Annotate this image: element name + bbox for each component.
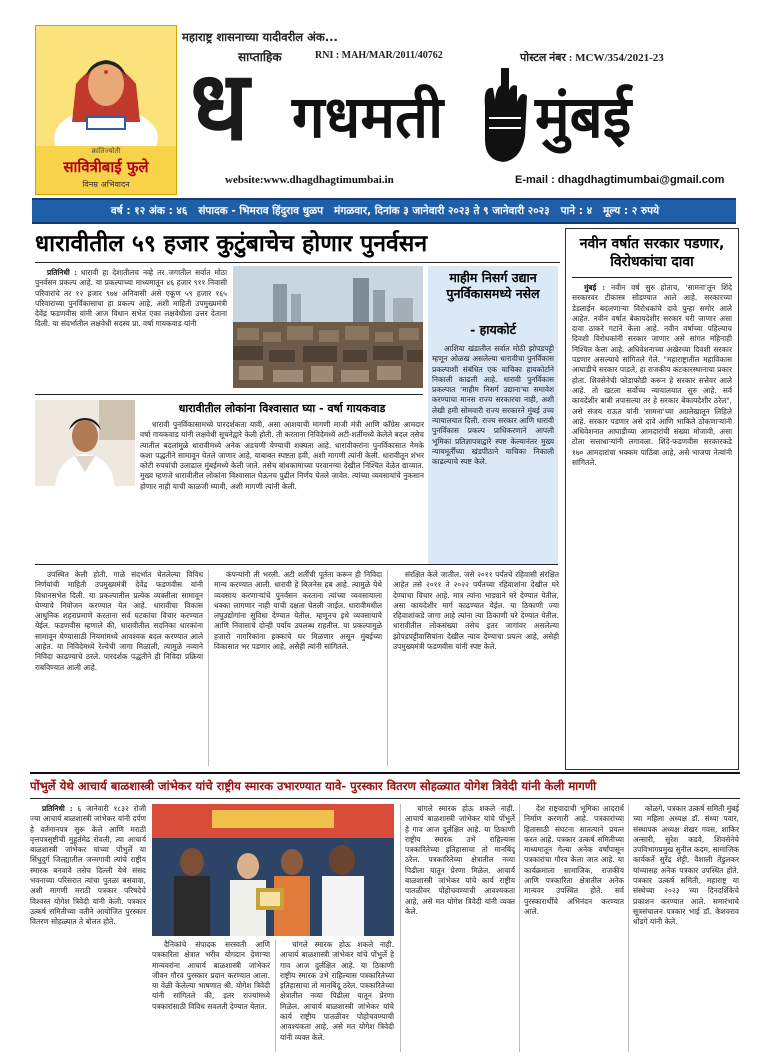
right-story-dateline: मुंबई :	[584, 283, 606, 292]
varsha-gaikwad-photo	[35, 400, 135, 486]
bottom-column-4	[524, 804, 624, 1052]
substory-bottom-rule	[35, 564, 558, 565]
newspaper-title-city: मुंबई	[535, 83, 632, 151]
lead-column-1-text: उपस्थित केली होती. गाळे संदर्भात घेतलेल्या विविध निर्णयांची माहिती उपमुख्यमंत्री देवेंद्र फडणवीस यांनी विधानसभेत दिली. या प्रकल्पातील प्रत्येक व्यक्तीला सामावून घेण्याचे नियोजन करण्यात येत आहे. धारावीचा विकास आधुनिक शहराप्रमाणे करताना सर्व घटकांचा विचार करण्यात येईल. फडणवीस म्हणाले की, धारावीतील सदनिका धारकांना सामावून घेण्यासाठी नियमांमध्ये आवश्यक बदल करण्यात आले आहेत. या निविदेमध्ये रेल्वेची जागा मिळाली, त्यामुळे नव्याने निविदा काढण्याचे ठरले. पारदर्शक पद्धतीने ही निविदा प्रक्रिया राबविण्यात आली आहे.	[35, 570, 203, 672]
award-photo-illustration	[152, 804, 394, 936]
substory-top-rule	[35, 394, 423, 395]
dharavi-photo	[233, 266, 423, 388]
bottom-top-rule	[30, 772, 740, 774]
bottom-column-3	[405, 804, 515, 1052]
issue-info-text: वर्ष : १२ अंक : ४६ संपादक - भिमराव हिंदुराव धुळप मंगळवार, दिनांक ३ जानेवारी २०२३ ते ९ जानेवारी २०२३ पाने : ४ मूल्य : २ रुपये	[110, 205, 660, 217]
portrait-illustration	[36, 26, 176, 146]
right-story-body	[572, 283, 732, 763]
bottom-column-5	[633, 804, 739, 1052]
sidebar-body-text: आशिया खंडातील सर्वात मोठी झोपडपट्टी म्हणून ओळख असलेल्या धारावीचा पुनर्विकास प्रकल्पाशी संबंधित एक याचिका हायकोर्टाने निकाली काढली आहे. धारावी पुनर्विकास प्रकल्पात 'माहीम निसर्ग उद्याना'चा समावेश करण्याचा मानस राज्य सरकारचा नाही, अशी लेखी हमी सोमवारी राज्य सरकारने मुंबई उच्च न्यायालयात दिली. राज्य सरकार आणि धारावी पुनर्विकास प्रकल्प प्राधिकरणाने आपली भूमिका प्रतिज्ञापत्राद्वारे स्पष्ट केल्यानंतर मुख्य न्यायमूर्तींच्या खंडपीठाने याचिका निकाली काढल्याचे स्पष्ट केले.	[432, 344, 554, 467]
bottom-column-1	[30, 804, 146, 1052]
lead-column-3	[393, 570, 559, 766]
lead-headline: धारावीतील ५९ हजार कुटुंबाचेच होणार पुनर्वसन	[35, 231, 428, 257]
right-story-rule	[572, 277, 732, 278]
bottom-column-2b-text: चांगले स्मारक होऊ शकले नाही. आचार्य बाळशास्त्री जांभेकर यांचे पोंभुर्ले हे गाव आज दुर्लक्षित आहे. या ठिकाणी राष्ट्रीय स्मारक उभे राहिल्यास पत्रकारितेच्या इतिहासाचा तो मानबिंदू ठरेल. पत्रकारितेच्या क्षेत्रातील नव्या पिढीला यातून प्रेरणा मिळेल. आचार्य बाळशास्त्री जांभेकर यांचे कार्य राष्ट्रीय पातळीवर पोहोचवण्याची आवश्यकता आहे, असे मत योगेश त्रिवेदी यांनी व्यक्त केले.	[280, 940, 394, 1042]
award-photo-body-text: दैनिकांचे संपादक सरस्वती आणि पत्रकारिता क्षेत्रात भरीव योगदान देणाऱ्या मान्यवरांना आचार्य बाळशास्त्री जांभेकर जीवन गौरव पुरस्कार प्रदान करण्यात आला. या वेळी केलेल्या भाषणात श्री. योगेश त्रिवेदी यांनी सांगितले की, इतर राज्यांमध्ये पत्रकारांसाठी विविध सवलती देण्यात येतात.	[152, 940, 270, 1011]
logo-glyph: ध	[190, 50, 250, 162]
lead-divider-2	[387, 570, 388, 766]
portrait-tribute: विनम्र अभिवादन	[82, 180, 130, 189]
website-url[interactable]: website:www.dhagdhagtimumbai.in	[225, 174, 394, 186]
issue-info-bar	[32, 198, 736, 224]
top-line: महाराष्ट्र शासनाच्या यादीवरील अंक...	[182, 30, 338, 44]
sidebar-body	[432, 344, 554, 560]
bottom-column-1-text: ६ जानेवारी १८३२ रोजी ज्या आचार्य बाळशास्त्री जांभेकर यांनी दर्पण हे वर्तमानपत्र सुरू केले आणि मराठी वृत्तपत्रसृष्टीची मुहूर्तमेढ रोवली, त्या आचार्य बाळशास्त्री जांभेकर यांच्या पोंभुर्ले या सिंधुदुर्ग जिल्ह्यातील जन्मगावी त्यांचे राष्ट्रीय स्मारक बनवावे तसेच दिल्ली येथे संसद भवनाच्या परिसरात त्यांचा पुतळा बसवावा, अशी मागणी मराठी पत्रकार परिषदेचे विश्वस्त योगेश त्रिवेदी यांनी केली. पत्रकार उत्कर्ष समितीच्या वतीने आयोजित पुरस्कार वितरण सोहळ्यात ते बोलत होते.	[30, 804, 146, 927]
bottom-column-3-text: चांगले स्मारक होऊ शकले नाही. आचार्य बाळशास्त्री जांभेकर यांचे पोंभुर्ले हे गाव आज दुर्लक्षित आहे. या ठिकाणी राष्ट्रीय स्मारक उभे राहिल्यास पत्रकारितेच्या इतिहासाचा तो मानबिंदू ठरेल. पत्रकारितेच्या क्षेत्रातील नव्या पिढीला यातून प्रेरणा मिळेल. आचार्य बाळशास्त्री जांभेकर यांचे कार्य राष्ट्रीय पातळीवर पोहोचवण्याची आवश्यकता आहे, असे मत योगेश त्रिवेदी यांनी व्यक्त केले.	[405, 804, 515, 916]
lead-headline-rule	[35, 262, 560, 263]
portrait-photo-illustration	[35, 400, 135, 486]
substory-body-text: धारावी पुनर्विकासामध्ये पारदर्शकता यावी, असा आशयाची मागणी माजी मंत्री आणि काँग्रेस आमदार वर्षा गायकवाड यांनी लक्षवेधी सूचनेद्वारे केली होती. ती करताना निविदेमध्ये अटी-शर्तीमध्ये केलेले बदल तसेच त्यातील बदलांमुळे धारावीमध्ये अनेक अडचणी येण्याची शक्यता आहे. धारावीकरांना पुनर्विकासात नेमके कशा पद्धतीने सामावून घेतले जाणार आहे, याबाबत स्पष्टता हवी, अशी मागणी त्यांनी केली. धारावीतून शंभर कोटी रुपयांची उलाढाल मुंबईमध्ये केली जाते. तसेच बांधकामाच्या परवानग्या देखील निश्चित वेळेत द्याव्यात. मुख्य म्हणजे धारावीतील लोकांना विश्वासात घेऊनच पुढील निर्णय घेतले जावेत. त्यांच्या व्यवसायांचे नुकसान होणार नाही याची काळजी घ्यावी, अशी मागणी त्यांनी केली.	[140, 420, 424, 491]
sidebar-story-box	[428, 266, 558, 564]
lead-column-2	[214, 570, 382, 766]
bottom-divider-1	[400, 804, 401, 1052]
bottom-divider-a	[275, 940, 276, 1052]
email-address[interactable]: E-mail : dhagdhagtimumbai@gmail.com	[515, 174, 725, 186]
frequency-label: साप्ताहिक	[238, 50, 282, 64]
bottom-byline: प्रतिनिधी :	[42, 804, 73, 813]
newspaper-title: गधमती	[292, 83, 444, 151]
savitribai-portrait-panel	[35, 25, 177, 195]
bottom-column-5-text: कोळगे, पत्रकार उत्कर्ष समिती मुंबई च्या महिला अध्यक्ष डॉ. संध्या पवार, संस्थापक अध्यक्ष शेखर गवस, शाकिर अन्सारी, सुरेश कडवे, शिवसेनेचे उपविभागप्रमुख सुनील कदम, सामाजिक कार्यकर्ते सुरेंद्र शेट्टी, वैशाली तेंडुलकर यांच्यासह अनेक पत्रकार उपस्थित होते. पत्रकार उत्कर्ष समिती, महाराष्ट्र या संस्थेच्या २०२३ च्या दिनदर्शिकेचे प्रकाशन करण्यात आले. समारंभाचे सूत्रसंचालन पत्रकार भाई डॉ. केशवराव धोंडगे यांनी केले.	[633, 804, 739, 927]
bottom-divider-3	[628, 804, 629, 1052]
sidebar-headline: माहीम निसर्ग उद्यान पुनर्विकासमध्ये नसेल	[446, 270, 540, 301]
right-story-headline: नवीन वर्षात सरकार पडणार, विरोधकांचा दावा	[579, 236, 725, 270]
masthead	[0, 0, 770, 196]
rni-number: RNI : MAH/MAR/2011/40762	[315, 50, 443, 61]
lead-column-1	[35, 570, 203, 766]
bottom-column-4-text: देश राष्ट्रवादाची भूमिका आदरार्थ निर्माण करणारी आहे. पत्रकारांच्या हितासाठी संघटना सातत्याने प्रयत्न करत आहे. पत्रकार उत्कर्ष समितीच्या माध्यमातून गेल्या अनेक वर्षांपासून पत्रकारांचा गौरव केला जात आहे. या कार्यक्रमाला सामाजिक, राजकीय आणि पत्रकारिता क्षेत्रातील अनेक मान्यवर उपस्थित होते. सर्व पुरस्कारार्थींचे अभिनंदन करण्यात आले.	[524, 804, 624, 916]
postal-number: पोस्टल नंबर : MCW/354/2021-23	[520, 52, 664, 64]
lead-divider-1	[208, 570, 209, 766]
award-photo-body	[152, 940, 270, 1052]
dharavi-photo-illustration	[233, 266, 423, 388]
lead-intro	[35, 268, 227, 386]
bottom-headline-rule	[30, 798, 740, 799]
portrait-name: सावित्रीबाई फुले	[63, 158, 149, 176]
portrait-caption-small: क्रांतिज्योती	[91, 147, 121, 155]
award-ceremony-photo	[152, 804, 394, 936]
lead-intro-text: धारावी हा देशातीलच नव्हे तर जगातील सर्वात मोठा पुनर्वसन प्रकल्प आहे. या प्रकल्पाच्या माध्यमातून ४६ हजार ९११ निवासी परिवारांचे तर १२ हजार ९७४ अनिवासी असे एकूण ५९ हजार १६५ परिवाराच्या पुनर्विकासाचा हा प्रकल्प आहे, अशी माहिती उपमुख्यमंत्री देवेंद्र फडणवीस यांनी आज विधान सभेत एका लक्षवेधीला उत्तर देताना दिली. या संदर्भातील लक्षवेधी सदस्य प्रा. वर्षा गायकवाड यांनी	[35, 268, 227, 329]
right-story-body-text: नवीन वर्ष सुरु होताच, 'सामना'तून शिंदे सरकारवर टीकास्त्र सोडण्यात आले आहे. सरकारच्या डेडलाईन बदलणाऱ्या विरोधकांचे दावे पुन्हा समोर आले आहेत. नवीन वर्षात बेकायदेशीर सरकार घरी जाणार असा दावा ठाकरे गटाने केला आहे. नवीन वर्षाच्या पहिल्याच दिवशी विरोधकांनी सरकार जाणार असे सांगत महिनाही निश्चित केला आहे. अधिवेशनाच्या अखेरच्या दिवशी सरकार पडणार असल्याचे सांगितले गेले. "महाराष्ट्रातील महाविकास आघाडीचे सरकार पाडले, हा राजकीय कटकारस्थानाचा प्रकार होता. शिवसेनेची फोडाफोडी करून हे सरकार सत्तेवर आले आहे. तो खटला सर्वोच्च न्यायालयात सुरु आहे. सर्व कायदेशीर बाबी तपासल्या तर हे सरकार बेकायदेशीर ठरेल", असे संजय राऊत यांनी 'सामना'च्या अग्रलेखातून लिहिले आहे. सरकार पडणार असे दावे आणि भाकिते ठोकणाऱ्यांनी अधिवेशनात आघाडीच्या आमदारांची संख्या मोजावी, असा टोला सत्ताधाऱ्यांनी लगावला. शिंदे-फडणवीस सरकारकडे १७० आमदारांचा भक्कम पाठिंबा आहे, असे भाजपा नेत्यांनी सांगितले.	[572, 283, 732, 468]
lead-column-3-text: संरक्षित केले जातील. जसे २०११ पर्यंतचे रहिवासी संरक्षित आहेत तसे २०११ ते २०२२ पर्यंतच्या रहिवाशांना देखील घरे देण्याचा विचार आहे. मात्र त्यांना भाड्याने घरे देण्यात येतील, असा कायदेशीर मार्ग काढण्यात येईल. या ठिकाणी ज्या रहिवाशांकडे जागा आहे त्यांना त्या ठिकाणी घरे देण्यात येतील. धारावीतील लोकसंख्या तसेच इतर जागांवर असलेल्या झोपडपट्टीवासियांना देखील न्याय देण्याचा प्रयत्न आहे, असेही उपमुख्यमंत्री फडणवीस यांनी स्पष्ट केले.	[393, 570, 559, 652]
bottom-headline: पोंभुर्ले येथे आचार्य बाळशास्त्री जांभेकर यांचे राष्ट्रीय स्मारक उभारण्यात यावे- पुरस्कार वितरण सोहळ्यात योगेश त्रिवेदी यांनी केली मागणी	[30, 779, 597, 793]
substory-headline: धारावीतील लोकांना विश्वासात घ्या - वर्षा गायकवाड	[178, 402, 386, 415]
right-story-box	[565, 228, 739, 770]
bottom-column-2b	[280, 940, 394, 1052]
sidebar-tag: - हायकोर्ट	[470, 322, 516, 337]
lead-byline: प्रतिनिधी :	[47, 268, 77, 277]
fist-pen-icon	[475, 66, 535, 166]
bottom-divider-2	[519, 804, 520, 1052]
substory-body	[140, 420, 424, 556]
lead-column-2-text: कंपन्यांनी ती भरली. अटी शर्तींची पूर्तता करून ही निविदा मान्य करण्यात आली. धारावी हे बिजनेस हब आहे. त्यामुळे येथे व्यवसाय करणाऱ्यांचे पुनर्वसन करताना त्यांच्या व्यवसायाला धक्का लागणार नाही याची दक्षता घेतली जाईल. धारावीमधील लघुउद्योगांना सुविधा देण्यात येतील. म्हणूनच इथे व्यवसायाचे आणि निवासाचे दोन्ही पर्याय उपलब्ध राहतील. या प्रकल्पामुळे हजारो नागरिकांना हक्काचे घर मिळणार असून मुंबईच्या विकासात भर पडणार आहे, असेही त्यांनी सांगितले.	[214, 570, 382, 652]
